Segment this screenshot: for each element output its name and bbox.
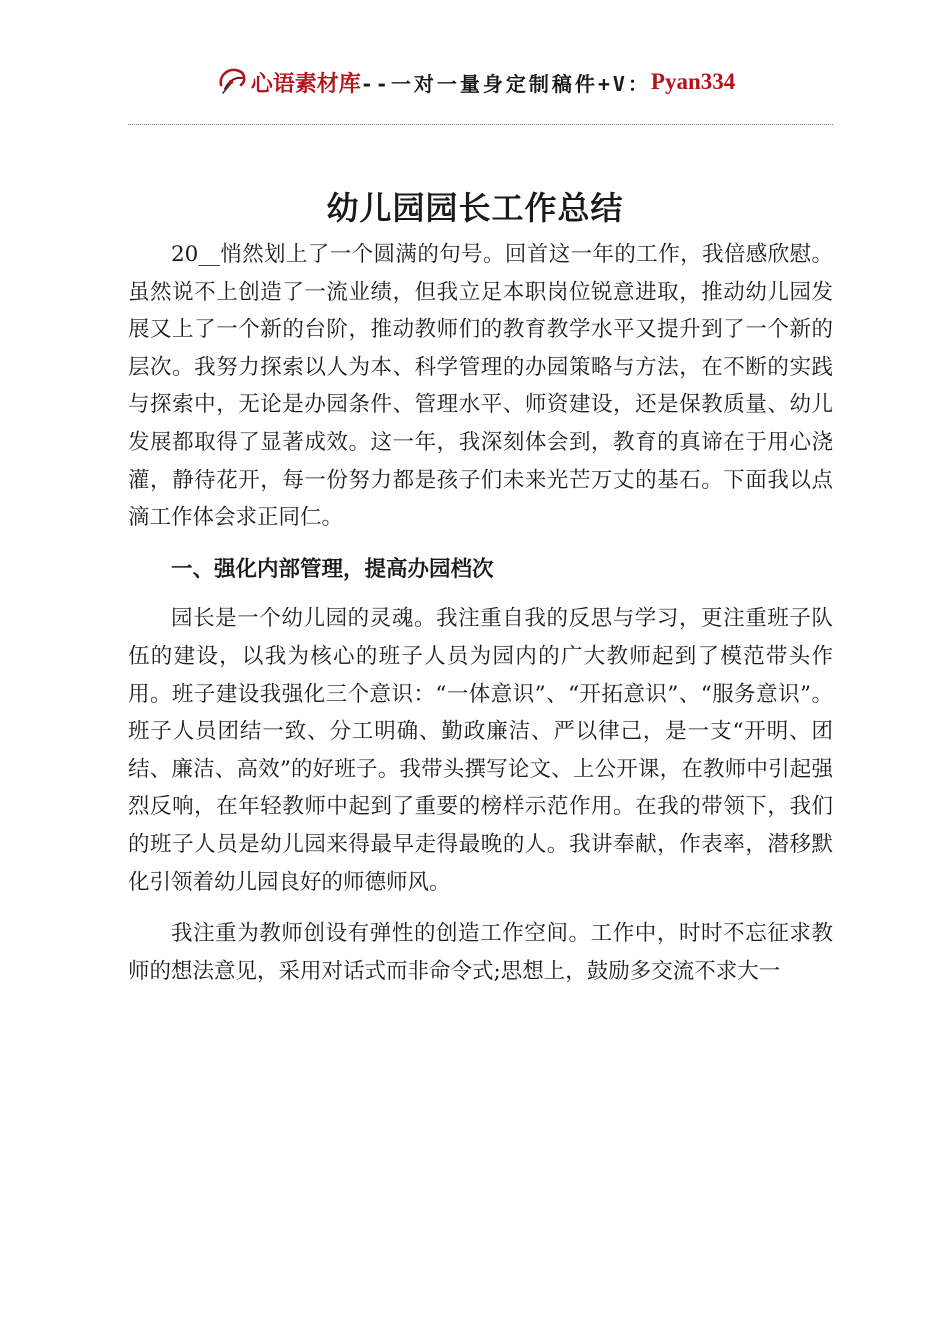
brand-name: 心语素材库 bbox=[250, 70, 361, 97]
brand-logo-icon bbox=[215, 63, 249, 97]
document-body bbox=[128, 236, 833, 990]
header-divider bbox=[128, 124, 833, 125]
document-title: 幼儿园园长工作总结 bbox=[326, 189, 624, 227]
intro-paragraph: 20__悄然划上了一个圆满的句号。回首这一年的工作，我倍感欣慰。虽然说不上创造了一流业绩，但我立足本职岗位锐意进取，推动幼儿园发展又上了一个新的台阶，推动教师们的教育教学水平又提升到了一个新的层次。我努力探索以人为本、科学管理的办园策略与方法，在不断的实践与探索中，无论是办园条件、管理水平、师资建设，还是保教质量、幼儿发展都取得了显著成效。这一年，我深刻体会到，教育的真谛在于用心浇灌，静待花开，每一份努力都是孩子们未来光芒万丈的基石。下面我以点滴工作体会求正同仁。 bbox=[128, 242, 833, 531]
header-tagline: --一对一量身定制稿件+V： bbox=[360, 71, 651, 96]
body-paragraph: 园长是一个幼儿园的灵魂。我注重自我的反思与学习，更注重班子队伍的建设，以我为核心的班子人员为园内的广大教师起到了模范带头作用。班子建设我强化三个意识：“一体意识”、“开拓意识”、“服务意识”。班子人员团结一致、分工明确、勤政廉洁、严以律己，是一支“开明、团结、廉洁、高效”的好班子。我带头撰写论文、上公开课，在教师中引起强烈反响，在年轻教师中起到了重要的榜样示范作用。在我的带领下，我们的班子人员是幼儿园来得最早走得最晚的人。我讲奉献，作表率，潜移默化引领着幼儿园良好的师德师风。 bbox=[128, 606, 833, 895]
body-paragraph: 我注重为教师创设有弹性的创造工作空间。工作中，时时不忘征求教师的想法意见，采用对话式而非命令式;思想上，鼓励多交流不求大一 bbox=[128, 921, 833, 984]
page-header bbox=[0, 62, 950, 102]
contact-id: Pyan334 bbox=[650, 69, 736, 94]
section-heading: 一、强化内部管理，提高办园档次 bbox=[171, 556, 494, 582]
